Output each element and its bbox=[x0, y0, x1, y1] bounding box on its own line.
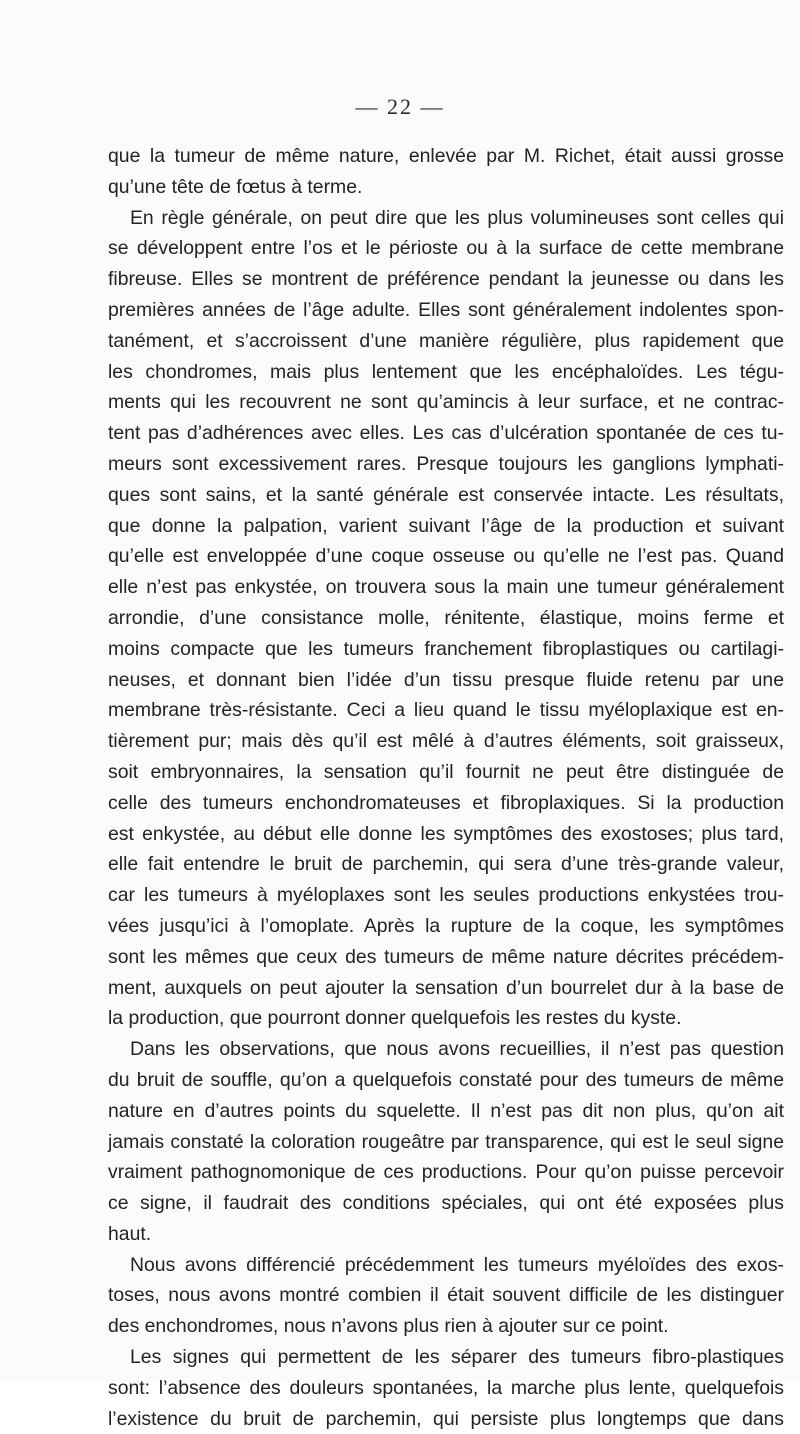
text-line: jamais constaté la coloration rougeâtre par transparence, qui est le seul signe bbox=[108, 1130, 784, 1153]
text-line: Nous avons différencié précédemment les tumeurs myéloïdes des exos- bbox=[130, 1253, 784, 1276]
text-line: est enkystée, au début elle donne les symptômes des exostoses; plus tard, bbox=[108, 822, 784, 845]
text-line: que la tumeur de même nature, enlevée par M. Richet, était aussi grosse bbox=[108, 145, 784, 167]
text-line: fibreuse. Elles se montrent de préférence pendant la jeunesse ou dans les bbox=[108, 268, 784, 291]
text-line: membrane très-résistante. Ceci a lieu quand le tissu myéloplaxique est en- bbox=[108, 699, 784, 722]
text-line: qu’elle est enveloppée d’une coque osseuse ou qu’elle ne l’est pas. Quand bbox=[108, 545, 784, 568]
text-line: sont: l’absence des douleurs spontanées, la marche plus lente, quelquefois bbox=[108, 1376, 784, 1399]
text-line: qu’une tête de fœtus à terme. bbox=[108, 175, 363, 198]
text-line: premières années de l’âge adulte. Elles sont généralement indolentes spon- bbox=[108, 298, 784, 321]
text-line: l’existence du bruit de parchemin, qui persiste plus longtemps que dans bbox=[108, 1407, 784, 1430]
text-line: les chondromes, mais plus lentement que les encéphaloïdes. Les tégu- bbox=[108, 360, 784, 383]
text-line: ce signe, il faudrait des conditions spéciales, qui ont été exposées plus bbox=[108, 1192, 784, 1215]
text-line: nature en d’autres points du squelette. Il n’est pas dit non plus, qu’on ait bbox=[108, 1099, 784, 1122]
text-line: elle fait entendre le bruit de parchemin, qui sera d’une très-grande valeur, bbox=[108, 853, 784, 876]
text-line: tent pas d’adhérences avec elles. Les cas d’ulcération spontanée de ces tu- bbox=[108, 422, 784, 445]
text-line: se développent entre l’os et le périoste ou à la surface de cette membrane bbox=[108, 237, 784, 260]
text-line: la production, que pourront donner quelquefois les restes du kyste. bbox=[108, 1007, 682, 1030]
text-line: tièrement pur; mais dès qu’il est mêlé à d’autres éléments, soit graisseux, bbox=[108, 730, 784, 753]
text-line: vraiment pathognomonique de ces productions. Pour qu’on puisse percevoir bbox=[108, 1161, 784, 1184]
text-line: neuses, et donnant bien l’idée d’un tissu presque fluide retenu par une bbox=[108, 668, 784, 691]
text-line: du bruit de souffle, qu’on a quelquefois constaté pour des tumeurs de même bbox=[108, 1068, 784, 1091]
text-line: tanément, et s’accroissent d’une manière régulière, plus rapidement que bbox=[108, 329, 784, 352]
text-line: ments qui les recouvrent ne sont qu’amincis à leur surface, et ne contrac- bbox=[108, 391, 784, 414]
text-line: Dans les observations, que nous avons recueillies, il n’est pas question bbox=[130, 1038, 784, 1061]
text-line: vées jusqu’ici à l’omoplate. Après la rupture de la coque, les symptômes bbox=[108, 914, 784, 937]
text-line: car les tumeurs à myéloplaxes sont les seules productions enkystées trou- bbox=[108, 884, 784, 907]
text-line: Les signes qui permettent de les séparer des tumeurs fibro-plastiques bbox=[130, 1346, 784, 1369]
text-line: toses, nous avons montré combien il était souvent difficile de les distinguer bbox=[108, 1284, 784, 1307]
text-line: ment, auxquels on peut ajouter la sensation d’un bourrelet dur à la base de bbox=[108, 976, 784, 999]
text-line: arrondie, d’une consistance molle, rénitente, élastique, moins ferme et bbox=[108, 606, 784, 629]
text-line: En règle générale, on peut dire que les plus volumineuses sont celles qui bbox=[130, 206, 784, 229]
text-line: sont les mêmes que ceux des tumeurs de même nature décrites précédem- bbox=[108, 945, 784, 968]
text-line: celle des tumeurs enchondromateuses et fibroplaxiques. Si la production bbox=[108, 791, 784, 814]
text-line: haut. bbox=[108, 1222, 152, 1245]
text-line: ques sont sains, et la santé générale est conservée intacte. Les résultats, bbox=[108, 483, 784, 506]
text-line: que donne la palpation, varient suivant l’âge de la production et suivant bbox=[108, 514, 784, 537]
text-line: elle n’est pas enkystée, on trouvera sous la main une tumeur généralement bbox=[108, 576, 784, 599]
text-line: meurs sont excessivement rares. Presque toujours les ganglions lymphati- bbox=[108, 452, 784, 475]
body-text bbox=[108, 141, 784, 1434]
page-number: — 22 — bbox=[355, 94, 445, 119]
text-line: moins compacte que les tumeurs franchement fibroplastiques ou cartilagi- bbox=[108, 637, 784, 660]
text-line: des enchondromes, nous n’avons plus rien à ajouter sur ce point. bbox=[108, 1315, 669, 1338]
text-line: soit embryonnaires, la sensation qu’il fournit ne peut être distinguée de bbox=[108, 760, 784, 783]
